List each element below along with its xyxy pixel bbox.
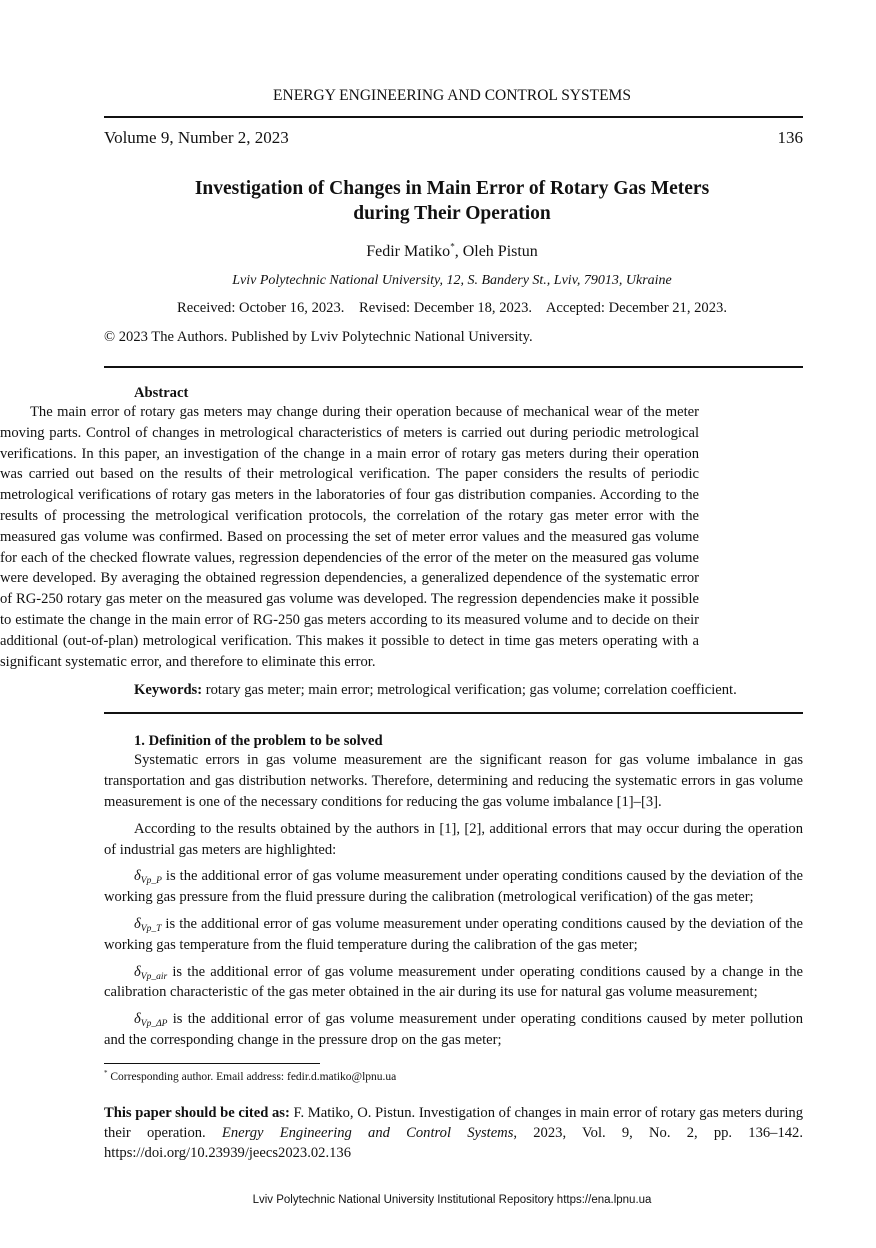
abstract-heading: Abstract xyxy=(134,385,189,401)
title-line-2: during Their Operation xyxy=(353,203,551,224)
error-item: $\delta_{Vp\_air}$ is the additional error of gas volume measurement under operating conditions caused by a change in the calibration characteristic of the gas meter obtained in the air during its use for natural gas volume measurement; xyxy=(104,963,803,1001)
affiliation: Lviv Polytechnic National University, 12, S. Bandery St., Lviv, 79013, Ukraine xyxy=(232,273,672,288)
footnote-mark: * xyxy=(450,241,455,252)
keywords-label: Keywords: xyxy=(134,682,203,699)
dates: Received: October 16, 2023. Revised: December 18, 2023. Accepted: December 21, 2023. xyxy=(177,300,727,316)
author-1: Fedir Matiko xyxy=(366,243,451,260)
paragraph: According to the results obtained by the authors in [1], [2], additional errors that may occur during the operation of industrial gas meters are highlighted: xyxy=(104,820,803,858)
repository-footer: Lviv Polytechnic National University Institutional Repository https://ena.lpnu.ua xyxy=(252,1193,652,1206)
author-2: , Oleh Pistun xyxy=(454,243,538,260)
volume-info: Volume 9, Number 2, 2023 xyxy=(104,128,289,147)
keywords-list: rotary gas meter; main error; metrological verification; gas volume; correlation coefficient. xyxy=(202,682,737,699)
footnote-rule xyxy=(104,1063,320,1064)
doi-text: , 2023, Vol. 9, No. 2, pp. 136–142. https://doi.org/10.23939/jeecs2023.02.136 xyxy=(104,1124,803,1161)
error-item: $\delta_{Vp\_\Delta P}$ is the additional error of gas volume measurement under operating conditions caused by meter pollution and the corresponding change in the pressure drop on the gas meter; xyxy=(104,1011,803,1048)
volume-row xyxy=(104,128,803,148)
title-line-1: Investigation of Changes in Main Error of Rotary Gas Meters xyxy=(194,178,710,199)
footnote: * Corresponding author. Email address: fedir.d.matiko@lpnu.ua xyxy=(104,1068,397,1083)
header-rule xyxy=(104,116,803,118)
section-1-heading: 1. Definition of the problem to be solved xyxy=(134,733,383,750)
rule-top-abstract xyxy=(104,366,803,368)
keywords xyxy=(104,680,803,700)
error-item: $\delta_{Vp\_P}$ is the additional error of gas volume measurement under operating conditions caused by the deviation of the working gas pressure from the fluid pressure during the calibration (metrological verification) of the gas meter; xyxy=(104,868,803,906)
citation-label: This paper should be cited as: xyxy=(104,1104,290,1121)
error-item: $\delta_{Vp\_T}$ is the additional error of gas volume measurement under operating conditions caused by the deviation of the working gas temperature from the fluid temperature during the calibration of the gas meter; xyxy=(104,915,803,953)
rule-bottom-abstract xyxy=(104,712,803,714)
authors xyxy=(0,242,876,262)
page-number: 136 xyxy=(777,128,803,147)
journal-header: ENERGY ENGINEERING AND CONTROL SYSTEMS xyxy=(273,87,631,104)
paragraph: Systematic errors in gas volume measurement are the significant reason for gas volume imbalance in gas transportation and gas distribution networks. Therefore, determining and reducing the systematic errors in gas volume measurement is one of the necessary conditions for reducing the gas volume imbalance [1]–[3]. xyxy=(104,752,803,810)
abstract-text: The main error of rotary gas meters may change during their operation because of mechanical wear of the meter moving parts. Control of changes in metrological characteristics of meters is carried out during periodic metrological verifications. In this paper, an investigation of the change in a main error of rotary gas meters during their operation was carried out based on the results of their metrological verification. The paper considers the results of periodic metrological verifications of rotary gas meters in the laboratories of four gas distribution companies. According to the results of processing the metrological verification protocols, the correlation of the rotary gas meter error with the measured gas volume was confirmed. Based on processing the set of meter error values and the measured gas volume for each of the checked flowrate values, regression dependencies of the error of the meter on the measured gas volume were developed. By averaging the obtained regression dependencies, a generalized dependence of the systematic error of RG-250 rotary gas meter on the measured gas volume was developed. The regression dependencies make it possible to estimate the change in the main error of RG-250 gas meters according to its measured volume and to decide on their additional (out-of-plan) metrological verification. This makes it possible to detect in time gas meters operating with a significant systematic error, and therefore to eliminate this error. xyxy=(0,404,699,670)
section-1-body xyxy=(104,750,803,1050)
citation: This paper should be cited as: F. Matiko, O. Pistun. Investigation of changes in main error of rotary gas meters during their operation. Energy Engineering and Control Systems, 2023, Vol. 9, No. 2, pp. 136–142. https://doi.org/10.23939/jeecs2023.02.136 xyxy=(104,1104,804,1161)
paper-title xyxy=(0,176,876,226)
copyright: © 2023 The Authors. Published by Lviv Polytechnic National University. xyxy=(104,329,533,345)
